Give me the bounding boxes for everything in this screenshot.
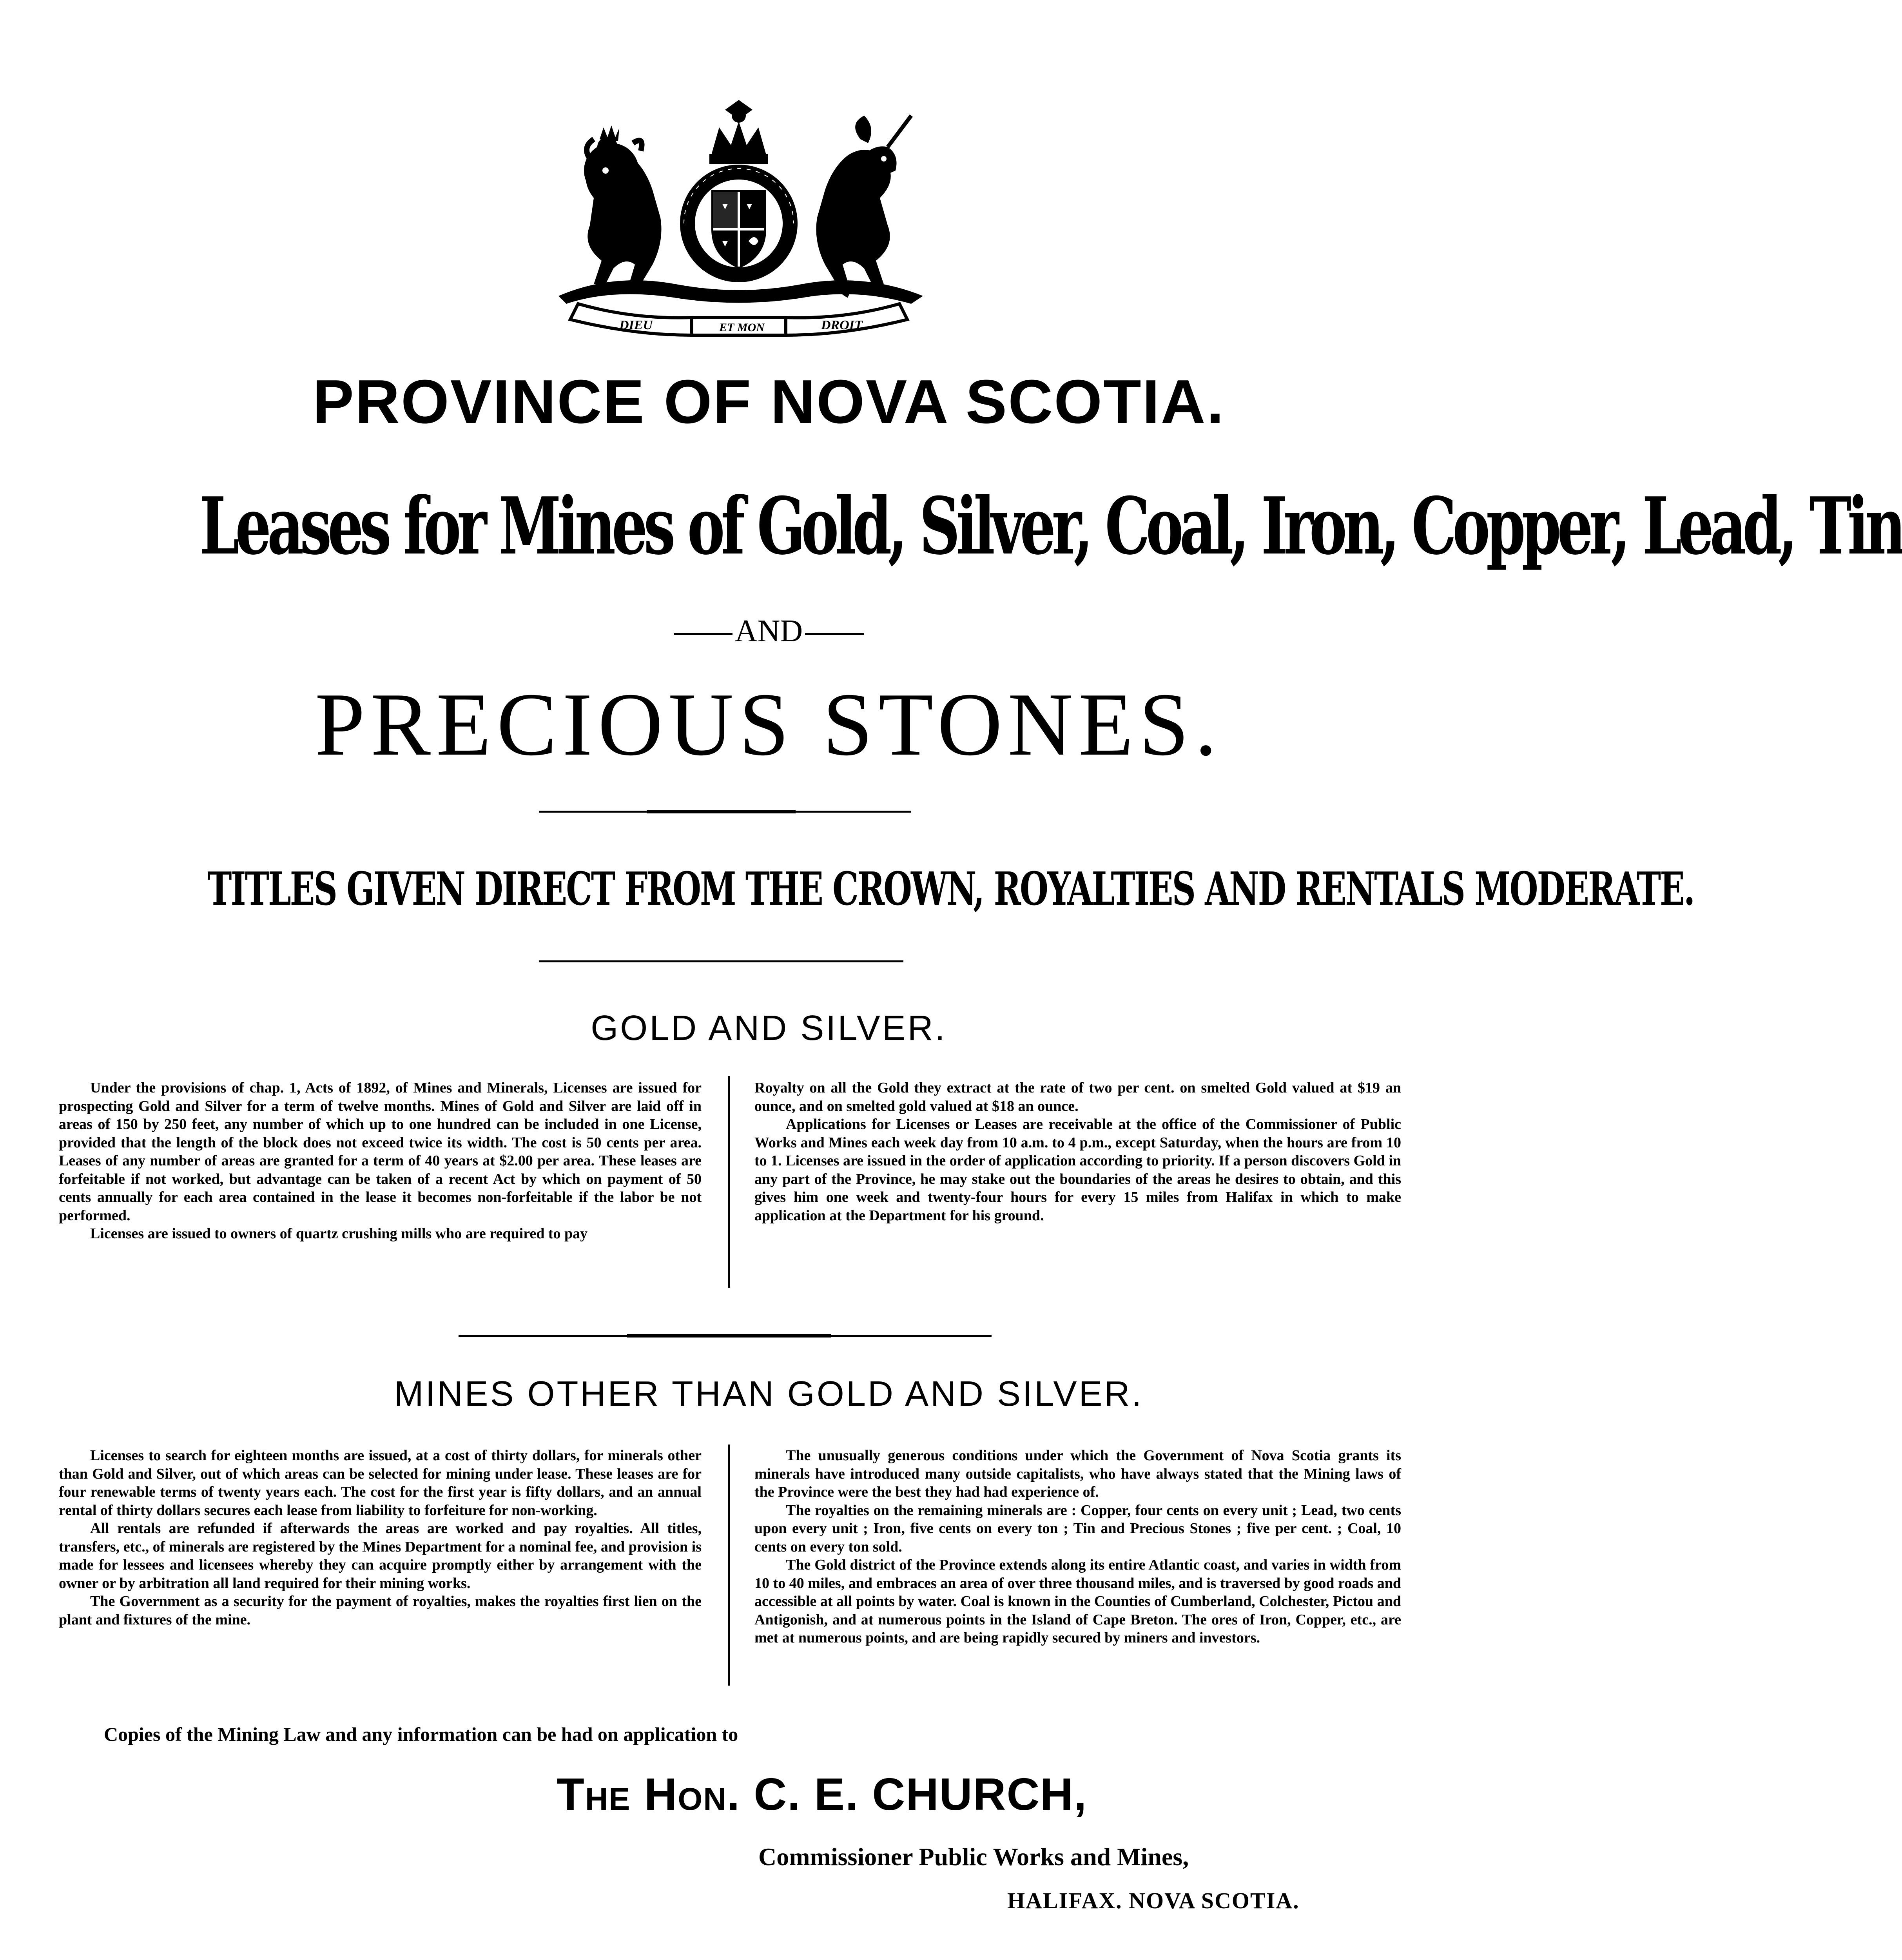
motto-center: ET MON [719, 321, 765, 334]
province-title: PROVINCE OF NOVA SCOTIA. [312, 367, 1225, 436]
mines-other-right-column [754, 1446, 1401, 1647]
mines-left-paragraph: Licenses to search for eighteen months are issued, at a cost of thirty dollars, for minerals other than Gold and Silver, out of which areas can be selected for mining under lease. These leases are for four renewable terms of twenty years each. The cost for the first year is fifty dollars, and an annual rental of thirty dollars secures each lease from liability to forfeiture for non-working. [59, 1447, 702, 1519]
motto-ribbon [570, 304, 907, 335]
royal-coat-of-arms [535, 100, 943, 335]
gold-right-paragraph: Royalty on all the Gold they extract at the rate of two per cent. on smelted Gold valued at $19 an ounce, and on smelted gold valued at $18 an ounce. [754, 1080, 1401, 1114]
mines-left-paragraph: The Government as a security for the payment of royalties, makes the royalties first lien on the plant and fixtures of the mine. [59, 1593, 702, 1628]
precious-stones-title: PRECIOUS STONES. [315, 674, 1223, 774]
leases-title: Leases for Mines of Gold, Silver, Coal, Iron, Copper, Lead, Tin [199, 480, 1902, 572]
mines-right-paragraph: The royalties on the remaining minerals are : Copper, four cents on every unit ; Lead, two cents upon every unit ; Iron, five cents on every ton ; Tin and Precious Stones ; five per cent. ; Coal, 10 cents on every ton sold. [754, 1502, 1401, 1555]
gold-left-paragraph: Under the provisions of chap. 1, Acts of 1892, of Mines and Minerals, Licenses are issued for prospecting Gold and Silver for a term of twelve months. Mines of Gold and Silver are laid off in areas of 150 by 250 feet, any number of which up to one hundred can be included in one License, provided that the length of the block does not exceed twice its width. The cost is 50 cents per area. Leases of any number of areas are granted for a term of 40 years at $2.00 per area. These leases are forfeitable if not worked, but advantage can be taken of a recent Act by which on payment of 50 cents annually for each area contained in the lease it becomes non-forfeitable if the labor be not performed. [59, 1080, 702, 1224]
mines-column-divider [728, 1445, 730, 1686]
gold-silver-heading: GOLD AND SILVER. [591, 1009, 947, 1048]
mines-left-paragraph: All rentals are refunded if afterwards the areas are worked and pay royalties. All titles, transfers, etc., of minerals are registered by the Mines Department for a nominal fee, and provision is made for lessees and licensees whereby they can acquire promptly either by arrangement with the owner or by arbitration all land required for their mining works. [59, 1520, 702, 1592]
commissioner-name: The Hon. C. E. CHURCH, [557, 1769, 1088, 1820]
halifax-location: HALIFAX. NOVA SCOTIA. [1007, 1888, 1300, 1913]
mines-other-left-column [59, 1446, 702, 1629]
unicorn-supporter-icon [816, 116, 912, 296]
mines-right-paragraph: The Gold district of the Province extends along its entire Atlantic coast, and varies in width from 10 to 40 miles, and embraces an area of over three thousand miles, and is traversed by good roads and accessible at all points by water. Coal is known in the Counties of Cumberland, Colchester, Pictou and Antigonish, and at numerous points in the Island of Cape Breton. The ores of Iron, Copper, etc., are met at numerous points, and are being rapidly secured by miners and investors. [754, 1557, 1401, 1646]
and-dash-right [805, 633, 864, 635]
gold-left-paragraph: Licenses are issued to owners of quartz crushing mills who are required to pay [90, 1225, 588, 1242]
divider-rule-2 [539, 960, 903, 962]
motto-left: DIEU [619, 318, 653, 332]
and-divider [0, 613, 1538, 649]
divider-rule-3-center [627, 1334, 831, 1338]
and-label: AND [734, 614, 803, 648]
commissioner-title: Commissioner Public Works and Mines, [758, 1843, 1189, 1871]
gold-silver-right-column [754, 1079, 1401, 1225]
mines-other-heading: MINES OTHER THAN GOLD AND SILVER. [394, 1374, 1144, 1414]
divider-rule-1-center [647, 810, 796, 813]
motto-right: DROIT [821, 318, 863, 332]
titles-subheading: TITLES GIVEN DIRECT FROM THE CROWN, ROYALTIES AND RENTALS MODERATE. [207, 862, 1694, 916]
gold-column-divider [728, 1076, 730, 1288]
copies-line: Copies of the Mining Law and any information can be had on application to [104, 1723, 738, 1745]
garter-shield-icon [680, 165, 798, 282]
mines-right-paragraph: The unusually generous conditions under which the Government of Nova Scotia grants its minerals have introduced many outside capitalists, who have always stated that the Mining laws of the Province were the best they had had experience of. [754, 1447, 1401, 1500]
gold-right-paragraph: Applications for Licenses or Leases are receivable at the office of the Commissioner of Public Works and Mines each week day from 10 a.m. to 4 p.m., except Saturday, when the hours are from 10 to 1. Licenses are issued in the order of application according to priority. If a person discovers Gold in any part of the Province, he may stake out the boundaries of the areas he desires to obtain, and this gives him one week and twenty-four hours for every 15 miles from Halifax in which to make application at the Department for his ground. [754, 1116, 1401, 1224]
lion-supporter-icon [584, 125, 662, 284]
and-dash-left [674, 633, 733, 635]
gold-silver-left-column [59, 1079, 702, 1243]
crown-icon [709, 100, 768, 164]
